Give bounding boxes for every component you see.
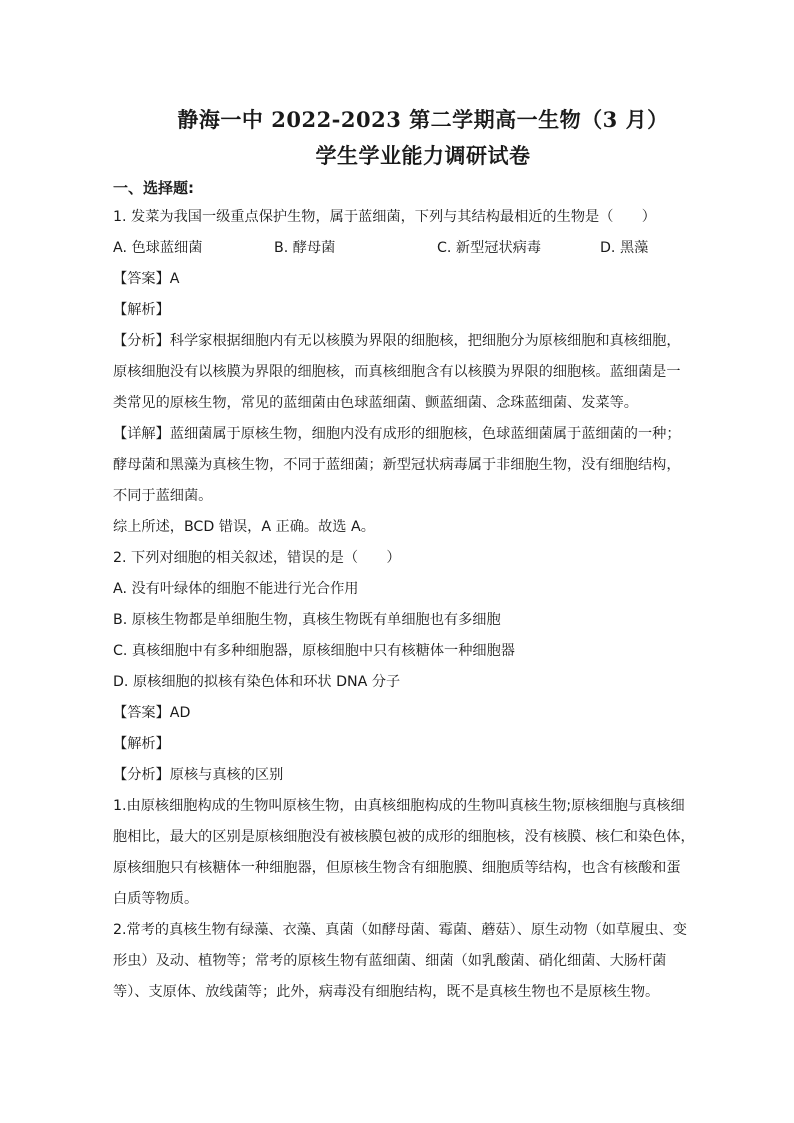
q1-detail-line: 不同于蓝细菌。: [113, 488, 213, 504]
q2-jiexi-label: 【解析】: [113, 736, 170, 752]
q1-option-c: C. 新型冠状病毒: [437, 240, 542, 256]
q2-point1-line: 1.由原核细胞构成的生物叫原核生物，由真核细胞构成的生物叫真核生物;原核细胞与真核细: [113, 798, 685, 814]
q1-detail-line: 【详解】蓝细菌属于原核生物，细胞内没有成形的细胞核，色球蓝细菌属于蓝细菌的一种；: [113, 426, 681, 442]
q2-analysis-heading: 【分析】原核与真核的区别: [113, 767, 284, 783]
q2-point2-line: 2.常考的真核生物有绿藻、衣藻、真菌（如酵母菌、霉菌、蘑菇）、原生动物（如草履虫、变: [113, 922, 687, 938]
q2-point2-line: 形虫）及动、植物等；常考的原核生物有蓝细菌、细菌（如乳酸菌、硝化细菌、大肠杆菌: [113, 953, 667, 969]
q1-analysis-line: 原核细胞没有以核膜为界限的细胞核，而真核细胞含有以核膜为界限的细胞核。蓝细菌是一: [113, 364, 681, 380]
doc-title-line2: 学生学业能力调研试卷: [315, 143, 531, 168]
q2-answer: 【答案】AD: [113, 705, 191, 721]
q2-option-c: C. 真核细胞中有多种细胞器，原核细胞中只有核糖体一种细胞器: [113, 643, 515, 659]
q2-option-a: A. 没有叶绿体的细胞不能进行光合作用: [113, 581, 359, 597]
question-1-options: [113, 233, 734, 264]
q1-option-b: B. 酵母菌: [274, 240, 336, 256]
q1-answer: 【答案】A: [113, 271, 180, 287]
doc-title-line1: 静海一中 2022-2023 第二学期高一生物（3 月）: [177, 107, 669, 132]
section-heading: 一、选择题:: [113, 179, 194, 197]
q2-option-d: D. 原核细胞的拟核有染色体和环状 DNA 分子: [113, 674, 401, 690]
q1-detail-line: 酵母菌和黑藻为真核生物，不同于蓝细菌；新型冠状病毒属于非细胞生物，没有细胞结构，: [113, 457, 681, 473]
q1-summary: 综上所述，BCD 错误，A 正确。故选 A。: [113, 519, 375, 535]
q2-point1-line: 胞相比，最大的区别是原核细胞没有被核膜包被的成形的细胞核，没有核膜、核仁和染色体，: [113, 829, 695, 845]
q2-point2-line: 等）、支原体、放线菌等；此外，病毒没有细胞结构，既不是真核生物也不是原核生物。: [113, 984, 660, 1000]
q1-option-d: D. 黑藻: [600, 240, 649, 256]
q2-option-b: B. 原核生物都是单细胞生物，真核生物既有单细胞也有多细胞: [113, 612, 501, 628]
q1-analysis-line: 类常见的原核生物，常见的蓝细菌由色球蓝细菌、颤蓝细菌、念珠蓝细菌、发菜等。: [113, 395, 638, 411]
q2-point1-line: 原核细胞只有核糖体一种细胞器，但原核生物含有细胞膜、细胞质等结构，也含有核酸和蛋: [113, 860, 681, 876]
q1-option-a: A. 色球蓝细菌: [113, 240, 203, 256]
q1-jiexi-label: 【解析】: [113, 302, 170, 318]
q1-analysis-line: 【分析】科学家根据细胞内有无以核膜为界限的细胞核，把细胞分为原核细胞和真核细胞，: [113, 333, 681, 349]
q2-point1-line: 白质等物质。: [113, 891, 199, 907]
question-2-stem: 2. 下列对细胞的相关叙述，错误的是（ ）: [113, 550, 401, 566]
question-1-stem: 1. 发菜为我国一级重点保护生物，属于蓝细菌，下列与其结构最相近的生物是（ ）: [113, 209, 656, 225]
